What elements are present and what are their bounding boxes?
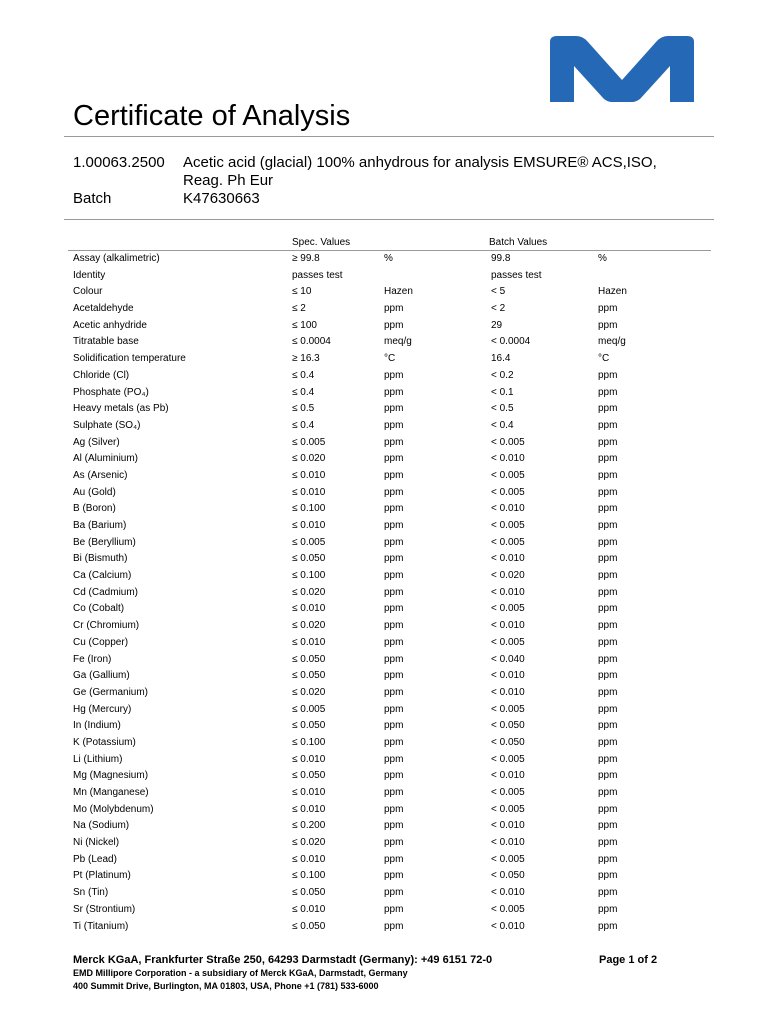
batch-value: < 0.010	[491, 553, 525, 565]
batch-unit: ppm	[598, 586, 618, 598]
table-row	[0, 301, 768, 318]
table-row	[0, 868, 768, 885]
product-name-line2: Reag. Ph Eur	[183, 172, 274, 189]
table-row	[0, 785, 768, 802]
batch-value: < 0.050	[491, 736, 525, 748]
table-row	[0, 535, 768, 552]
test-name: Colour	[73, 286, 103, 298]
page-number: Page 1 of 2	[599, 954, 658, 966]
test-name: Solidification temperature	[73, 353, 186, 365]
batch-unit: ppm	[598, 419, 618, 431]
batch-value: 29	[491, 319, 503, 331]
title-divider	[64, 136, 714, 137]
spec-value: ≤ 0.050	[292, 653, 326, 665]
table-row	[0, 618, 768, 635]
batch-value: < 0.010	[491, 820, 525, 832]
table-header	[0, 237, 768, 251]
test-name: Mg (Magnesium)	[73, 770, 149, 782]
batch-unit: ppm	[598, 303, 618, 315]
spec-value: ≥ 16.3	[292, 353, 320, 365]
table-row	[0, 601, 768, 618]
test-name: Assay (alkalimetric)	[73, 253, 160, 264]
test-name: Pt (Platinum)	[73, 870, 131, 882]
spec-value: ≤ 0.100	[292, 570, 326, 582]
test-name: Cd (Cadmium)	[73, 586, 139, 598]
test-name: Sr (Strontium)	[73, 903, 136, 915]
spec-unit: ppm	[384, 803, 404, 815]
spec-value: ≤ 0.020	[292, 837, 326, 849]
batch-value: < 0.005	[491, 903, 525, 915]
batch-value: < 0.005	[491, 636, 525, 648]
batch-unit: ppm	[598, 870, 618, 882]
table-row	[0, 919, 768, 936]
spec-unit: ppm	[384, 436, 404, 448]
logo-shape	[550, 36, 694, 102]
test-name: Ga (Gallium)	[73, 670, 130, 682]
test-name: Ag (Silver)	[73, 436, 120, 448]
spec-value: ≤ 0.010	[292, 853, 326, 865]
spec-value: ≤ 0.050	[292, 670, 326, 682]
test-name: Al (Aluminium)	[73, 453, 139, 465]
table-row	[0, 818, 768, 835]
spec-unit: ppm	[384, 369, 404, 381]
batch-value: < 0.010	[491, 586, 525, 598]
spec-unit: ppm	[384, 453, 404, 465]
spec-unit: ppm	[384, 720, 404, 732]
test-name: Ca (Calcium)	[73, 570, 132, 582]
batch-value: < 0.020	[491, 570, 525, 582]
spec-value: ≤ 0.020	[292, 586, 326, 598]
spec-unit: ppm	[384, 920, 404, 932]
spec-unit: ppm	[384, 486, 404, 498]
spec-value: ≤ 0.005	[292, 536, 326, 548]
table-row	[0, 251, 768, 268]
table-row	[0, 485, 768, 502]
spec-value: ≤ 0.050	[292, 770, 326, 782]
table-row	[0, 568, 768, 585]
batch-unit: ppm	[598, 486, 618, 498]
table-row	[0, 368, 768, 385]
batch-value: 16.4	[491, 353, 511, 365]
batch-unit: ppm	[598, 903, 618, 915]
batch-value: < 0.010	[491, 920, 525, 932]
spec-unit: ppm	[384, 603, 404, 615]
spec-unit: ppm	[384, 903, 404, 915]
spec-unit: ppm	[384, 670, 404, 682]
table-row	[0, 885, 768, 902]
table-row	[0, 551, 768, 568]
spec-value: ≤ 0.020	[292, 453, 326, 465]
test-name: Ni (Nickel)	[73, 837, 120, 849]
batch-value: < 0.1	[491, 386, 514, 398]
batch-value: < 0.010	[491, 770, 525, 782]
test-name: Au (Gold)	[73, 486, 116, 498]
batch-unit: meq/g	[598, 336, 626, 348]
spec-unit: ppm	[384, 553, 404, 565]
table-row	[0, 451, 768, 468]
results-table	[0, 251, 768, 935]
spec-value: ≤ 0.200	[292, 820, 326, 832]
test-name: Mo (Molybdenum)	[73, 803, 154, 815]
spec-unit: ppm	[384, 620, 404, 632]
batch-unit: ppm	[598, 536, 618, 548]
batch-value: < 0.0004	[491, 336, 531, 348]
test-name: Ba (Barium)	[73, 520, 127, 531]
batch-value: < 0.010	[491, 837, 525, 849]
test-name: In (Indium)	[73, 720, 121, 732]
spec-value: ≤ 0.5	[292, 403, 315, 415]
spec-unit: %	[384, 253, 393, 264]
spec-unit: ppm	[384, 419, 404, 431]
batch-unit: ppm	[598, 503, 618, 515]
batch-unit: ppm	[598, 770, 618, 782]
test-name: Bi (Bismuth)	[73, 553, 128, 565]
spec-value: ≤ 0.010	[292, 753, 326, 765]
table-row	[0, 351, 768, 368]
spec-value: ≤ 10	[292, 286, 312, 298]
spec-value: ≤ 0.4	[292, 386, 315, 398]
spec-value: ≤ 0.0004	[292, 336, 331, 348]
batch-unit: ppm	[598, 670, 618, 682]
spec-unit: °C	[384, 353, 396, 365]
spec-value: ≤ 0.005	[292, 703, 326, 715]
batch-value: < 0.2	[491, 369, 514, 381]
batch-unit: ppm	[598, 636, 618, 648]
test-name: Cu (Copper)	[73, 636, 129, 648]
batch-value: < 0.5	[491, 403, 514, 415]
batch-value: < 0.010	[491, 887, 525, 899]
table-row	[0, 652, 768, 669]
batch-value: K47630663	[183, 190, 260, 207]
test-name: Hg (Mercury)	[73, 703, 132, 715]
batch-value: < 0.010	[491, 620, 525, 632]
spec-value: ≥ 99.8	[292, 253, 320, 264]
batch-unit: ppm	[598, 386, 618, 398]
table-row	[0, 435, 768, 452]
spec-unit: meq/g	[384, 336, 412, 348]
test-name: Co (Cobalt)	[73, 603, 125, 615]
test-name: Pb (Lead)	[73, 853, 117, 865]
batch-value: < 0.005	[491, 603, 525, 615]
batch-value: < 0.010	[491, 670, 525, 682]
table-row	[0, 668, 768, 685]
batch-value: < 0.010	[491, 503, 525, 515]
spec-value: ≤ 0.050	[292, 720, 326, 732]
spec-unit: ppm	[384, 536, 404, 548]
spec-unit: ppm	[384, 887, 404, 899]
spec-value: ≤ 0.050	[292, 553, 326, 565]
batch-unit: °C	[598, 353, 610, 365]
table-row	[0, 468, 768, 485]
spec-value: ≤ 0.020	[292, 686, 326, 698]
batch-value: < 0.005	[491, 436, 525, 448]
table-row	[0, 735, 768, 752]
test-name: Ge (Germanium)	[73, 686, 149, 698]
table-row	[0, 585, 768, 602]
batch-unit: ppm	[598, 453, 618, 465]
batch-unit: ppm	[598, 653, 618, 665]
spec-unit: ppm	[384, 503, 404, 515]
test-name: Sulphate (SO₄)	[73, 419, 141, 431]
table-row	[0, 852, 768, 869]
batch-unit: Hazen	[598, 286, 627, 298]
product-divider	[64, 219, 714, 220]
test-name: Phosphate (PO₄)	[73, 386, 149, 398]
batch-value: < 0.4	[491, 419, 514, 431]
spec-value: ≤ 0.100	[292, 870, 326, 882]
table-row	[0, 768, 768, 785]
batch-value: < 0.005	[491, 703, 525, 715]
table-row	[0, 752, 768, 769]
spec-unit: ppm	[384, 653, 404, 665]
spec-value: ≤ 0.010	[292, 469, 326, 481]
product-code: 1.00063.2500	[73, 154, 165, 171]
spec-unit: ppm	[384, 787, 404, 798]
footer-address-line3: 400 Summit Drive, Burlington, MA 01803, USA, Phone +1 (781) 533-6000	[73, 981, 379, 991]
batch-value: < 0.005	[491, 486, 525, 498]
table-row	[0, 902, 768, 919]
spec-unit: ppm	[384, 736, 404, 748]
batch-unit: ppm	[598, 403, 618, 415]
spec-unit: ppm	[384, 520, 404, 531]
spec-value: ≤ 0.100	[292, 736, 326, 748]
batch-unit: ppm	[598, 553, 618, 565]
batch-unit: ppm	[598, 820, 618, 832]
spec-value: ≤ 0.010	[292, 520, 326, 531]
spec-unit: Hazen	[384, 286, 413, 298]
spec-unit: ppm	[384, 703, 404, 715]
test-name: K (Potassium)	[73, 736, 136, 748]
test-name: Titratable base	[73, 336, 139, 348]
table-row	[0, 702, 768, 719]
batch-value: < 2	[491, 303, 506, 315]
table-row	[0, 284, 768, 301]
batch-unit: %	[598, 253, 607, 264]
spec-values-header: Spec. Values	[292, 237, 351, 248]
footer-address-line1: Merck KGaA, Frankfurter Straße 250, 64293 Darmstadt (Germany): +49 6151 72-0	[73, 954, 493, 966]
batch-line	[73, 190, 713, 208]
spec-value: ≤ 0.010	[292, 787, 326, 798]
spec-value: ≤ 0.4	[292, 419, 315, 431]
table-row	[0, 718, 768, 735]
footer	[73, 953, 673, 993]
spec-value: ≤ 0.4	[292, 369, 315, 381]
product-name	[183, 154, 713, 190]
batch-value: < 0.040	[491, 653, 525, 665]
spec-value: ≤ 0.010	[292, 603, 326, 615]
batch-value: < 0.005	[491, 469, 525, 481]
batch-value: < 0.010	[491, 686, 525, 698]
test-name: Acetaldehyde	[73, 303, 134, 315]
table-row	[0, 518, 768, 535]
product-name-line1: Acetic acid (glacial) 100% anhydrous for analysis EMSURE® ACS,ISO,	[183, 154, 657, 171]
batch-unit: ppm	[598, 369, 618, 381]
page-title: Certificate of Analysis	[73, 100, 351, 132]
batch-value: < 0.050	[491, 720, 525, 732]
batch-value: < 0.005	[491, 853, 525, 865]
spec-unit: ppm	[384, 403, 404, 415]
batch-unit: ppm	[598, 603, 618, 615]
spec-value: ≤ 100	[292, 319, 317, 331]
test-name: Ti (Titanium)	[73, 920, 129, 932]
test-name: Heavy metals (as Pb)	[73, 403, 169, 415]
batch-value: < 0.005	[491, 753, 525, 765]
batch-unit: ppm	[598, 887, 618, 899]
spec-value: ≤ 2	[292, 303, 306, 315]
table-row	[0, 418, 768, 435]
test-name: Fe (Iron)	[73, 653, 112, 665]
spec-unit: ppm	[384, 386, 404, 398]
spec-unit: ppm	[384, 753, 404, 765]
spec-unit: ppm	[384, 870, 404, 882]
spec-value: ≤ 0.020	[292, 620, 326, 632]
table-row	[0, 268, 768, 285]
test-name: Be (Beryllium)	[73, 536, 136, 548]
spec-unit: ppm	[384, 820, 404, 832]
test-name: Cr (Chromium)	[73, 620, 140, 632]
batch-unit: ppm	[598, 703, 618, 715]
batch-unit: ppm	[598, 736, 618, 748]
table-row	[0, 401, 768, 418]
batch-unit: ppm	[598, 787, 618, 798]
batch-value: < 0.005	[491, 536, 525, 548]
test-name: Acetic anhydride	[73, 319, 147, 331]
batch-unit: ppm	[598, 620, 618, 632]
batch-value: < 0.005	[491, 787, 525, 798]
table-row	[0, 334, 768, 351]
batch-unit: ppm	[598, 469, 618, 481]
spec-unit: ppm	[384, 586, 404, 598]
batch-unit: ppm	[598, 853, 618, 865]
batch-unit: ppm	[598, 436, 618, 448]
test-name: Sn (Tin)	[73, 887, 109, 899]
spec-value: ≤ 0.010	[292, 486, 326, 498]
spec-value: ≤ 0.100	[292, 503, 326, 515]
spec-value: ≤ 0.050	[292, 887, 326, 899]
batch-unit: ppm	[598, 319, 618, 331]
batch-unit: ppm	[598, 720, 618, 732]
batch-unit: ppm	[598, 920, 618, 932]
spec-unit: ppm	[384, 303, 404, 315]
batch-unit: ppm	[598, 753, 618, 765]
table-row	[0, 802, 768, 819]
batch-value: < 0.050	[491, 870, 525, 882]
spec-unit: ppm	[384, 570, 404, 582]
table-row	[0, 685, 768, 702]
test-name: Identity	[73, 269, 106, 281]
spec-unit: ppm	[384, 469, 404, 481]
spec-value: passes test	[292, 269, 343, 281]
batch-unit: ppm	[598, 570, 618, 582]
table-row	[0, 635, 768, 652]
merck-logo-icon	[548, 36, 696, 102]
spec-unit: ppm	[384, 837, 404, 849]
product-info	[73, 154, 713, 208]
product-line	[73, 154, 713, 190]
spec-unit: ppm	[384, 853, 404, 865]
table-row	[0, 501, 768, 518]
spec-unit: ppm	[384, 319, 404, 331]
batch-value: < 0.005	[491, 520, 525, 531]
test-name: Chloride (Cl)	[73, 369, 130, 381]
spec-unit: ppm	[384, 636, 404, 648]
spec-value: ≤ 0.010	[292, 636, 326, 648]
batch-value: passes test	[491, 269, 542, 281]
test-name: B (Boron)	[73, 503, 116, 515]
batch-value: < 0.005	[491, 803, 525, 815]
spec-unit: ppm	[384, 770, 404, 782]
footer-address-line2: EMD Millipore Corporation - a subsidiary of Merck KGaA, Darmstadt, Germany	[73, 968, 408, 978]
spec-value: ≤ 0.010	[292, 803, 326, 815]
batch-unit: ppm	[598, 686, 618, 698]
batch-unit: ppm	[598, 837, 618, 849]
spec-value: ≤ 0.050	[292, 920, 326, 932]
table-row	[0, 835, 768, 852]
table-row	[0, 385, 768, 402]
batch-values-header: Batch Values	[489, 237, 548, 248]
test-name: Li (Lithium)	[73, 753, 123, 765]
test-name: Na (Sodium)	[73, 820, 130, 832]
spec-value: ≤ 0.010	[292, 903, 326, 915]
spec-unit: ppm	[384, 686, 404, 698]
test-name: As (Arsenic)	[73, 469, 128, 481]
batch-value: < 0.010	[491, 453, 525, 465]
table-row	[0, 318, 768, 335]
batch-unit: ppm	[598, 520, 618, 531]
batch-label: Batch	[73, 190, 112, 207]
test-name: Mn (Manganese)	[73, 787, 149, 798]
batch-unit: ppm	[598, 803, 618, 815]
batch-value: 99.8	[491, 253, 511, 264]
spec-value: ≤ 0.005	[292, 436, 326, 448]
batch-value: < 5	[491, 286, 506, 298]
